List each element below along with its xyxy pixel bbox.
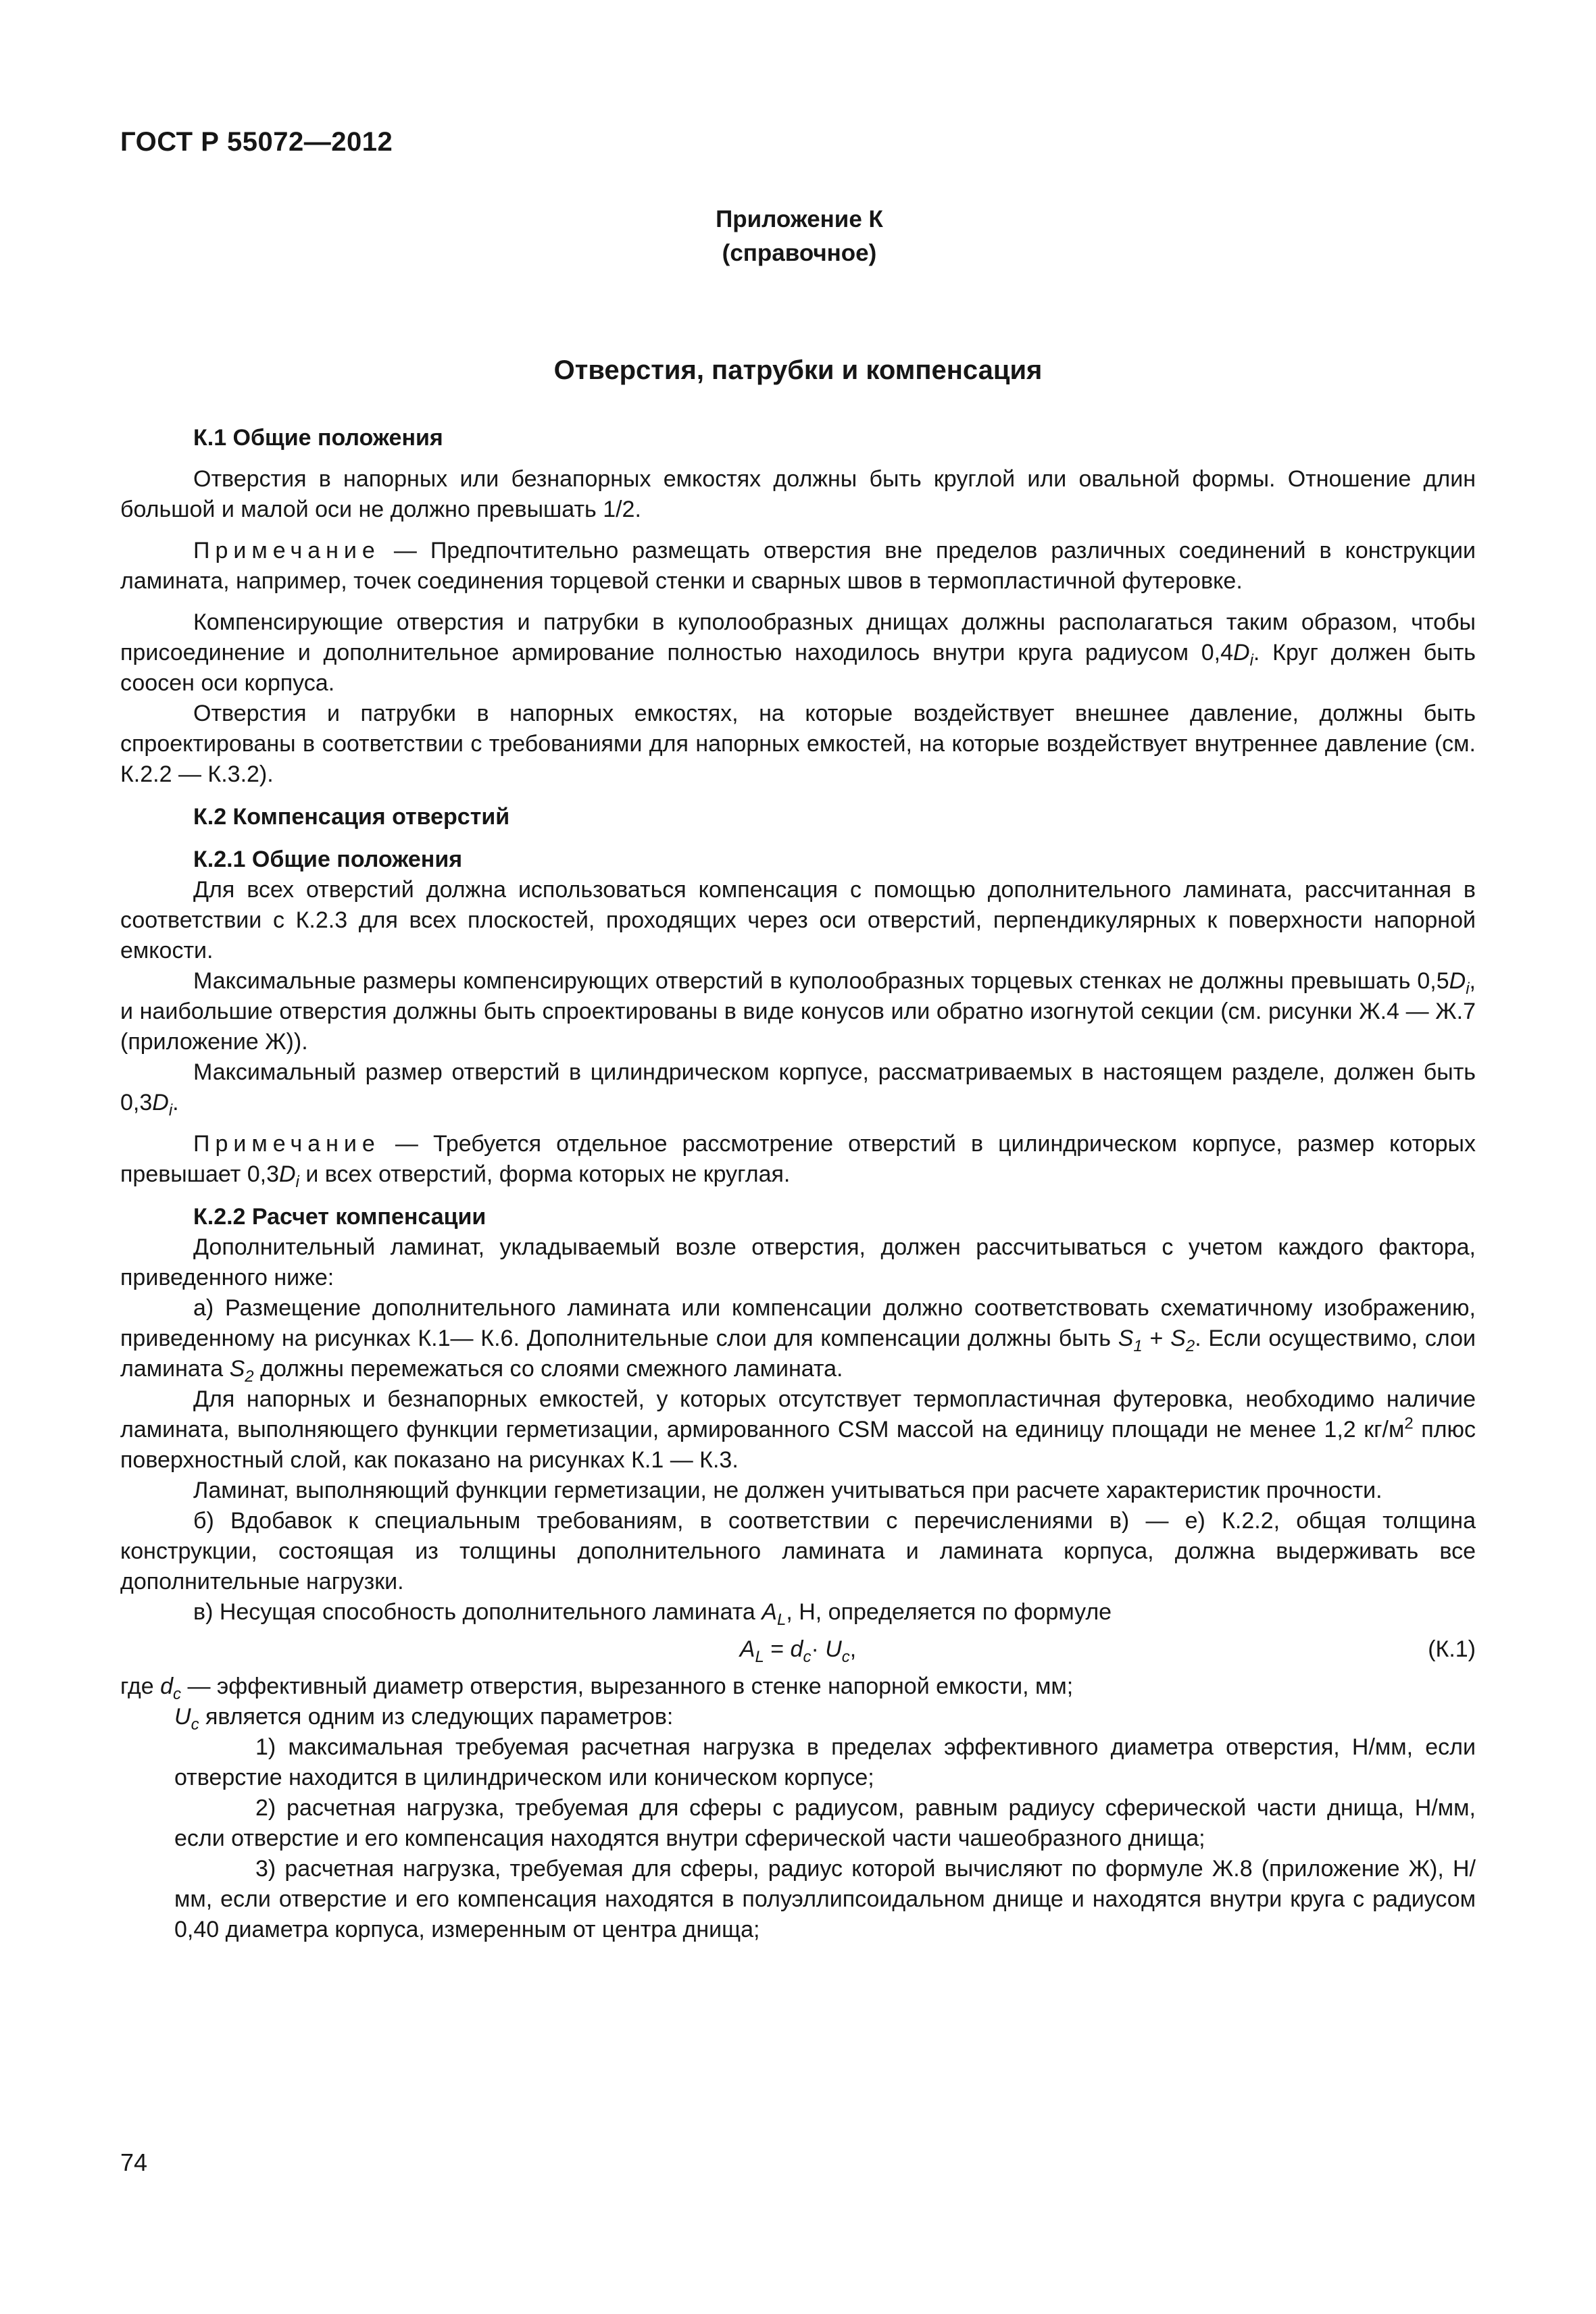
symbol-D: $D_i$ — [278, 1161, 299, 1191]
paragraph-text: . Круг должен быть соосен оси корпуса. — [120, 640, 1476, 696]
list-item-b: б) Вдобавок к специальным требованиям, в соответствии с перечислениями в) — е) К.2.2, общая толщина конструкции, состоящая из толщины дополнительного ламината и ламината корпуса, должна выдерживать все дополнительные нагрузки. — [120, 1508, 1476, 1594]
paragraph-text: , и наибольшие отверстия должны быть спроектированы в виде конусов или обратно изогнутой секции (см. рисунки Ж.4 — Ж.7 (приложение Ж)). — [120, 968, 1476, 1055]
annex-title: Отверстия, патрубки и компенсация — [553, 355, 1043, 385]
list-item-2: 2) расчетная нагрузка, требуемая для сферы с радиусом, равным радиусу сферической части днища, Н/мм, если отверстие и его компенсация находятся внутри сферической части чашеобразного днища; — [174, 1795, 1476, 1851]
note-text: — Предпочтительно размещать отверстия вне пределов различных соединений в конструкции ламината, например, точек соединения торцевой стенки и сварных швов в термопластичной футеровке. — [120, 538, 1476, 594]
paragraph — [120, 966, 1476, 1057]
symbol-Uc: $U_c$ — [174, 1704, 199, 1734]
symbol-D: $D_i$ — [1233, 640, 1253, 670]
where-label: где — [120, 1674, 161, 1699]
list-item-3: 3) расчетная нагрузка, требуемая для сферы, радиус которой вычисляют по формуле Ж.8 (приложение Ж), Н/мм, если отверстие и его компенсация находятся в полуэллипсоидальном днище и находятся внутри круга с радиусом 0,40 диаметра корпуса, измеренным от центра днища; — [174, 1856, 1476, 1942]
paragraph-text: плюс поверхностный слой, как показано на рисунках К.1 — К.3. — [120, 1417, 1476, 1473]
note-paragraph — [120, 536, 1476, 597]
symbol-D: $D_i$ — [1449, 968, 1470, 998]
note-text: — Требуется отдельное рассмотрение отверстий в цилиндрическом корпусе, размер которых превышает 0,3 — [120, 1131, 1476, 1187]
paragraph-text: является одним из следующих параметров: — [199, 1704, 674, 1730]
list-item-a: а) Размещение дополнительного ламината или компенсации должно соответствовать схематичному изображению, приведенному на рисунках К.1— К.6. Дополнительные слои для компенсации должны быть $S_1 + S_2$. Если осуществимо, слои ламината $S_2$ должны перемежаться со слоями смежного ламината. — [120, 1295, 1476, 1386]
formula-number: (К.1) — [1428, 1636, 1476, 1662]
standard-designation: ГОСТ Р 55072—2012 — [120, 127, 393, 157]
paragraph-text: — эффективный диаметр отверстия, вырезанного в стенке напорной емкости, мм; — [181, 1674, 1074, 1699]
paragraph-text: . Если осуществимо, слои ламината — [120, 1326, 1476, 1382]
formula-expression: $A_L = d_c\cdot U_c$, — [739, 1636, 857, 1666]
annex-kind: (справочное) — [722, 240, 877, 266]
paragraph — [120, 607, 1476, 699]
symbol-S2: $S_2$ — [1170, 1326, 1195, 1355]
symbol-dc: $d_c$ — [160, 1674, 181, 1703]
symbol-S1: $S_1$ — [1118, 1326, 1143, 1355]
symbol-AL: $A_L$ — [762, 1599, 787, 1629]
list-item-v — [120, 1597, 1476, 1628]
paragraph-text: Максимальный размер отверстий в цилиндрическом корпусе, рассматриваемых в настоящем разделе, должен быть 0,3 — [120, 1059, 1476, 1115]
section-heading-k21: К.2.1 Общие положения — [193, 847, 463, 872]
paragraph-text: должны перемежаться со слоями смежного ламината. — [253, 1356, 843, 1382]
paragraph: Для всех отверстий должна использоваться компенсация с помощью дополнительного ламината, рассчитанная в соответствии с К.2.3 для всех плоскостей, проходящих через оси отверстий, перпендикулярных к поверхности напорной емкости. — [120, 877, 1476, 963]
note-text: и всех отверстий, форма которых не круглая. — [299, 1161, 791, 1187]
formula-k1 — [120, 1634, 1476, 1665]
paragraph: Отверстия и патрубки в напорных емкостях, на которые воздействует внешнее давление, должны быть спроектированы в соответствии с требованиями для напорных емкостей, на которые воздействует внутреннее давление (см. К.2.2 — К.3.2). — [120, 701, 1476, 787]
symbol-S2: $S_2$ — [229, 1356, 254, 1386]
superscript-2: 2 — [1404, 1414, 1414, 1433]
section-heading-k1: К.1 Общие положения — [193, 425, 443, 451]
page-number: 74 — [120, 2148, 148, 2176]
paragraph: Ламинат, выполняющий функции герметизации, не должен учитываться при расчете характеристик прочности. — [193, 1478, 1382, 1503]
paragraph-text: , Н, определяется по формуле — [786, 1599, 1112, 1625]
section-heading-k2: К.2 Компенсация отверстий — [193, 804, 510, 830]
note-paragraph — [120, 1129, 1476, 1190]
list-item-1: 1) максимальная требуемая расчетная нагрузка в пределах эффективного диаметра отверстия, Н/мм, если отверстие находится в цилиндрическом или коническом корпусе; — [174, 1734, 1476, 1790]
document-body — [120, 423, 1476, 1945]
where-line — [120, 1671, 1476, 1702]
paragraph-text: Для напорных и безнапорных емкостей, у которых отсутствует термопластичная футеровка, необходимо наличие ламината, выполняющего функции герметизации, армированного CSM массой на единицу площади не менее 1,2 кг/м — [120, 1386, 1476, 1442]
paragraph — [120, 1384, 1476, 1476]
paragraph-text: Максимальные размеры компенсирующих отверстий в куполообразных торцевых стенках не должны превышать 0,5 — [193, 968, 1449, 994]
where-line — [120, 1702, 1476, 1732]
note-label: Примечание — [193, 1131, 380, 1157]
paragraph: Дополнительный ламинат, укладываемый возле отверстия, должен рассчитываться с учетом каждого фактора, приведенного ниже: — [120, 1234, 1476, 1290]
section-heading-k22: К.2.2 Расчет компенсации — [193, 1204, 487, 1230]
paragraph: Отверстия в напорных или безнапорных емкостях должны быть круглой или овальной формы. Отношение длин большой и малой оси не должно превышать 1/2. — [120, 466, 1476, 522]
note-label: Примечание — [193, 538, 380, 563]
annex-name: Приложение К — [716, 206, 883, 232]
symbol-D: $D_i$ — [152, 1090, 173, 1120]
paragraph-text: Компенсирующие отверстия и патрубки в куполообразных днищах должны располагаться таким образом, чтобы присоединение и дополнительное армирование полностью находилось внутри круга радиусом 0,4 — [120, 609, 1476, 665]
paragraph-text: а) Размещение дополнительного ламината или компенсации должно соответствовать схематичному изображению, приведенному на рисунках К.1— К.6. Дополнительные слои для компенсации должны быть — [120, 1295, 1476, 1351]
paragraph-text: . — [172, 1090, 179, 1115]
annex-heading — [0, 203, 1596, 270]
paragraph — [120, 1057, 1476, 1118]
paragraph-text: в) Несущая способность дополнительного ламината — [193, 1599, 762, 1625]
